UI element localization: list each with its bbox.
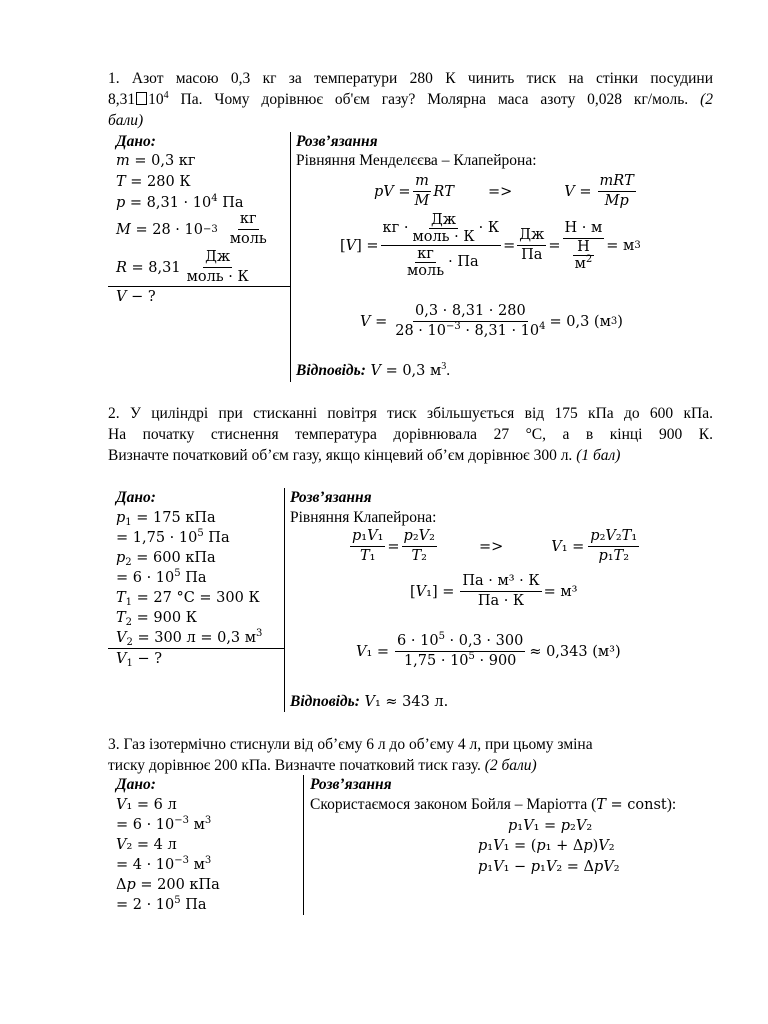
problem2-given-p1: 𝑝$_1$ = 175 кПа [116,510,216,528]
problem3-given-V2: 𝑉₂ = 4 л [116,837,177,853]
problem2-given-title: Дано: [116,489,156,506]
problem2-divider [284,488,285,712]
problem1-units: [𝑉] = кг · $\frac{Дж}{\text{моль · К}}$ · К $\frac{кг}{\text{моль}}$ · Па = $\frac{Дж}{Па}$ = $\frac{Н \cdot м}{\frac{Н}{м^2}}$ = м 3 [340,212,641,279]
problem2-given-T2: 𝑇$_2$ = 900 К [116,610,197,628]
problem3-law: Скористаємося законом Бойля – Маріотта (𝑇 = const): [310,796,677,813]
problem1-eq-mendeleev: 𝑝𝑉 = $\frac{\text{𝑚}}{\text{𝑀}}$ 𝑅𝑇 => 𝑉 = $\frac{\text{𝑚𝑅𝑇}}{\text{𝑀𝑝}}$ [374,173,634,209]
problem3-statement-line2: тиску дорівнює 200 кПа. Визначте початковий тиск газу. (2 бали) [108,757,537,774]
problem2-calculation: 𝑉₁ = $\frac{6 \cdot 10^5 \cdot 0,3 \cdot 300}{1,75 \cdot 10^5 \cdot 900}$ ≈ 0,343 (м³) [356,631,621,669]
problem2-eq-clapeyron: $\frac{\text{𝑝₁𝑉₁}}{\text{𝑇₁}}$ = $\frac{\text{𝑝₂𝑉₂}}{\text{𝑇₂}}$ => 𝑉₁ = $\frac{\text{𝑝₂𝑉₂𝑇₁}}{\text{𝑝₁𝑇₂}}$ [352,528,638,564]
problem1-calculation: 𝑉 = $\frac{0,3 \cdot 8,31 \cdot 280}{28 \cdot 10^{-3} \cdot 8,31 \cdot 10^4}$ = 0,3 (м 3 ) [360,303,623,339]
problem1-given-T: 𝑇 = 280 К [116,174,191,190]
problem3-eq1: 𝑝₁𝑉₁ = 𝑝₂𝑉₂ [508,818,593,834]
problem3-statement-line1: 3. Газ ізотермічно стиснули від об’єму 6 л до об’єму 4 л, при цьому зміна [108,736,593,753]
problem1-law: Рівняння Менделєєва – Клапейрона: [296,152,537,169]
problem1-given-R: 𝑅 = 8,31 $\frac{Дж}{\text{моль · К}}$ [116,249,249,285]
problem3-statement [108,734,713,776]
problem2-given-p2: 𝑝$_2$ = 600 кПа [116,550,216,568]
problem3-eq3: 𝑝₁𝑉₁ − 𝑝₁𝑉₂ = Δ𝑝𝑉₂ [478,859,620,875]
missing-glyph-icon [136,92,147,105]
problem2-statement-line1: 2. У циліндрі при стисканні повітря тиск збільшується від 175 кПа до 600 кПа. [108,405,713,422]
problem1-solution-title: Розв’язання [296,133,378,150]
problem3-given-title: Дано: [116,776,156,793]
problem2-units: [𝑉₁] = $\frac{\text{Па · м³ · К}}{Па \cdot К}$ = м³ [410,573,578,609]
problem3-given-dp-si: = $2 \cdot 10^5$ Па [116,895,207,913]
problem3-given-V1: 𝑉₁ = 6 л [116,797,177,813]
problem2-statement [108,403,713,466]
problem3-eq2: 𝑝₁𝑉₁ = (𝑝₁ + Δ𝑝)𝑉₂ [478,838,615,854]
problem2-law: Рівняння Клапейрона: [290,509,437,526]
problem2-answer: Відповідь: 𝑉₁ ≈ 343 л. [290,693,449,710]
problem2-solution-title: Розв’язання [290,489,372,506]
problem3-solution-title: Розв’язання [310,776,392,793]
problem2-statement-line3: Визначте початковий об’єм газу, якщо кінцевий об’єм дорівнює 300 л. (1 бал) [108,447,621,464]
problem3-given-V1-si: = $6 \cdot 10^{-3}$ $м^3$ [116,815,212,833]
problem1-given-m: 𝑚 = 0,3 кг [116,153,196,169]
problem2-given-V2: 𝑉$_2$ = 300 л = 0,3 $м^3$ [116,628,263,648]
problem2-statement-line2: На початку стиснення температура дорівнювала 27 °С, а в кінці 900 К. [108,426,713,443]
problem2-given-p1-si: = $1,75 \cdot 10^5$ Па [116,528,230,546]
problem3-given-V2-si: = $4 \cdot 10^{-3}$ $м^3$ [116,855,212,873]
problem2-given-find: 𝑉$_1$ − ? [116,651,163,669]
problem1-answer: Відповідь: 𝑉 = 0,3 $м^3$. [296,361,451,379]
problem1-statement-line1: 1. Азот масою 0,3 кг за температури 280 К чинить тиск на стінки посудини [108,70,713,87]
problem1-given-M: 𝑀 = 28 · 10 −3 $\frac{кг}{\text{моль}}$ [116,211,267,247]
problem1-divider [290,132,291,382]
problem1-statement-line2: 8,31 $10^4$ Па. Чому дорівнює об'єм газу? Молярна маса азоту 0,028 кг/моль. (2 [108,90,713,108]
problem1-statement [108,68,713,131]
problem2-given-p2-si: = $6 \cdot 10^5$ Па [116,568,207,586]
problem1-given-title: Дано: [116,133,156,150]
problem1-given-p: 𝑝 = $8,31 \cdot 10^4$ Па [116,193,244,211]
problem2-given-T1: 𝑇$_1$ = 27 °С = 300 К [116,590,260,608]
problem1-given-find: 𝑉 − ? [116,289,156,305]
problem3-divider [303,775,304,915]
problem3-given-dp: Δ𝑝 = 200 кПа [116,877,220,893]
problem1-points: бали) [108,112,144,129]
